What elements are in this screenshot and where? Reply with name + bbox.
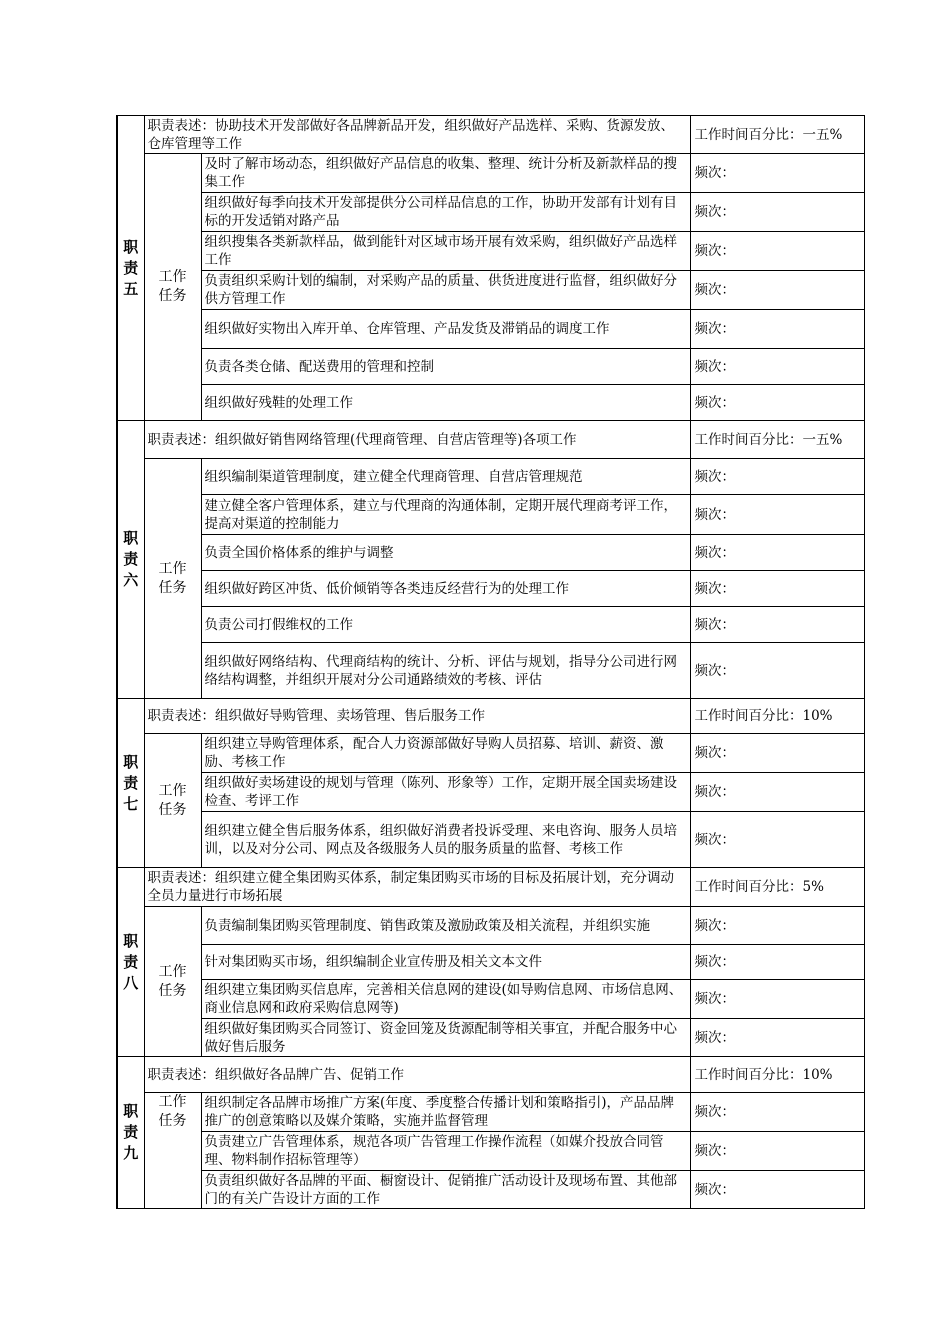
task-text: 及时了解市场动态，组织做好产品信息的收集、整理、统计分析及新款样品的搜集工作 — [201, 154, 690, 193]
duty-statement — [144, 868, 690, 907]
task-text: 负责各类仓储、配送费用的管理和控制 — [201, 349, 690, 385]
duty-statement — [144, 421, 690, 459]
task-row — [117, 495, 864, 535]
statement-text: 组织建立健全集团购买体系，制定集团购买市场的目标及拓展计划，充分调动全员力量进行市场拓展 — [147, 870, 674, 904]
frequency-cell: 频次： — [690, 271, 864, 310]
task-text: 组织做好卖场建设的规划与管理（陈列、形象等）工作，定期开展全国卖场建设检查、考评工作 — [201, 773, 690, 812]
task-text: 负责建立广告管理体系，规范各项广告管理工作操作流程（如媒介投放合同管理、物料制作招标管理等） — [201, 1132, 690, 1171]
task-row — [117, 310, 864, 349]
task-text: 组织建立导购管理体系，配合人力资源部做好导购人员招募、培训、薪资、激励、考核工作 — [201, 734, 690, 773]
statement-text: 协助技术开发部做好各品牌新品开发，组织做好产品选样、采购、货源发放、仓库管理等工作 — [147, 117, 674, 152]
task-row — [117, 571, 864, 607]
task-text: 组织制定各品牌市场推广方案(年度、季度整合传播计划和策略指引)，产品品牌推广的创意策略以及媒介策略，实施并监督管理 — [201, 1093, 690, 1132]
duty-title-text: 职 责 六 — [123, 529, 139, 589]
frequency-cell: 频次： — [690, 1132, 864, 1171]
duty-title-text: 职 责 九 — [123, 1102, 139, 1162]
work-time-percent: 工作时间百分比：10% — [690, 699, 864, 734]
task-row — [117, 459, 864, 495]
task-text: 建立健全客户管理体系，建立与代理商的沟通体制，定期开展代理商考评工作，提高对渠道的控制能力 — [201, 495, 690, 535]
task-label-text: 工作 任务 — [158, 963, 187, 999]
statement-text: 组织做好销售网络管理(代理商管理、自营店管理等)各项工作 — [215, 431, 577, 448]
task-row — [117, 643, 864, 699]
task-row — [117, 193, 864, 232]
work-time-percent: 工作时间百分比：5% — [690, 868, 864, 907]
task-row — [117, 1019, 864, 1057]
duty-statement — [144, 1057, 690, 1093]
task-row — [117, 1093, 864, 1132]
task-text: 组织搜集各类新款样品，做到能针对区域市场开展有效采购，组织做好产品选样工作 — [201, 232, 690, 271]
statement-text: 组织做好导购管理、卖场管理、售后服务工作 — [215, 708, 485, 724]
task-label — [144, 459, 201, 699]
duty-title — [117, 1057, 144, 1209]
duty-table — [116, 115, 863, 1209]
work-time-percent: 工作时间百分比：一五% — [690, 421, 864, 459]
task-text: 负责组织做好各品牌的平面、橱窗设计、促销推广活动设计及现场布置、其他部门的有关广告设计方面的工作 — [201, 1171, 690, 1209]
task-text: 组织做好集团购买合同签订、资金回笼及货源配制等相关事宜，并配合服务中心做好售后服务 — [201, 1019, 690, 1057]
frequency-cell: 频次： — [690, 232, 864, 271]
frequency-cell: 频次： — [690, 1171, 864, 1209]
task-row — [117, 271, 864, 310]
task-text: 组织建立集团购买信息库，完善相关信息网的建设(如导购信息网、市场信息网、商业信息网和政府采购信息网等) — [201, 980, 690, 1019]
task-text: 组织编制渠道管理制度，建立健全代理商管理、自营店管理规范 — [201, 459, 690, 495]
duty-title — [117, 116, 144, 421]
frequency-cell: 频次： — [690, 907, 864, 945]
statement-text: 组织做好各品牌广告、促销工作 — [215, 1066, 404, 1083]
task-row — [117, 1171, 864, 1209]
task-row — [117, 349, 864, 385]
duty-statement — [144, 699, 690, 734]
frequency-cell: 频次： — [690, 1093, 864, 1132]
duty-statement-row — [117, 1057, 864, 1093]
duty-title-text: 职 责 七 — [123, 752, 139, 813]
task-text: 负责编制集团购买管理制度、销售政策及激励政策及相关流程，并组织实施 — [201, 907, 690, 945]
task-label — [144, 734, 201, 868]
task-label-text: 工作 任务 — [158, 1094, 187, 1129]
task-row — [117, 734, 864, 773]
task-text: 负责组织采购计划的编制，对采购产品的质量、供货进度进行监督，组织做好分供方管理工作 — [201, 271, 690, 310]
task-text: 组织做好残鞋的处理工作 — [201, 385, 690, 421]
task-row — [117, 980, 864, 1019]
frequency-cell: 频次： — [690, 349, 864, 385]
frequency-cell: 频次： — [690, 607, 864, 643]
frequency-cell: 频次： — [690, 773, 864, 812]
statement-prefix: 职责表述： — [147, 1066, 215, 1083]
task-text: 组织做好网络结构、代理商结构的统计、分析、评估与规划，指导分公司进行网络结构调整，并组织开展对分公司通路绩效的考核、评估 — [201, 643, 690, 699]
statement-prefix: 职责表述： — [147, 870, 215, 886]
task-label-text: 工作 任务 — [158, 269, 187, 304]
task-row — [117, 812, 864, 868]
task-row — [117, 907, 864, 945]
task-text: 组织建立健全售后服务体系，组织做好消费者投诉受理、来电咨询、服务人员培训，以及对分公司、网点及各级服务人员的服务质量的监督、考核工作 — [201, 812, 690, 868]
duty-title-text: 职 责 五 — [123, 237, 139, 298]
task-label-text: 工作 任务 — [158, 560, 187, 596]
work-time-percent: 工作时间百分比：一五% — [690, 116, 864, 154]
duty-title — [117, 699, 144, 868]
duty-statement-row — [117, 699, 864, 734]
duty-title — [117, 868, 144, 1057]
task-text: 组织做好实物出入库开单、仓库管理、产品发货及滞销品的调度工作 — [201, 310, 690, 349]
frequency-cell: 频次： — [690, 945, 864, 980]
duty-statement-row — [117, 116, 864, 154]
task-text: 针对集团购买市场，组织编制企业宣传册及相关文本文件 — [201, 945, 690, 980]
frequency-cell: 频次： — [690, 980, 864, 1019]
frequency-cell: 频次： — [690, 193, 864, 232]
task-row — [117, 535, 864, 571]
frequency-cell: 频次： — [690, 459, 864, 495]
task-row — [117, 773, 864, 812]
statement-prefix: 职责表述： — [147, 431, 215, 448]
duty-statement-row — [117, 868, 864, 907]
duty-title-text: 职 责 八 — [123, 931, 139, 992]
task-row — [117, 154, 864, 193]
frequency-cell: 频次： — [690, 734, 864, 773]
task-label — [144, 1093, 201, 1209]
duty-title — [117, 421, 144, 699]
duty-statement-row — [117, 421, 864, 459]
frequency-cell: 频次： — [690, 571, 864, 607]
task-label — [144, 907, 201, 1057]
statement-prefix: 职责表述： — [147, 117, 215, 134]
task-row — [117, 607, 864, 643]
work-time-percent: 工作时间百分比：10% — [690, 1057, 864, 1093]
frequency-cell: 频次： — [690, 154, 864, 193]
frequency-cell: 频次： — [690, 812, 864, 868]
task-row — [117, 945, 864, 980]
frequency-cell: 频次： — [690, 385, 864, 421]
task-row — [117, 1132, 864, 1171]
frequency-cell: 频次： — [690, 535, 864, 571]
task-label — [144, 154, 201, 421]
duty-statement — [144, 116, 690, 154]
task-row — [117, 385, 864, 421]
task-text: 负责公司打假维权的工作 — [201, 607, 690, 643]
task-text: 负责全国价格体系的维护与调整 — [201, 535, 690, 571]
statement-prefix: 职责表述： — [147, 708, 215, 724]
task-text: 组织做好每季向技术开发部提供分公司样品信息的工作，协助开发部有计划有目标的开发适销对路产品 — [201, 193, 690, 232]
frequency-cell: 频次： — [690, 310, 864, 349]
frequency-cell: 频次： — [690, 643, 864, 699]
task-label-text: 工作 任务 — [158, 782, 187, 818]
frequency-cell: 频次： — [690, 495, 864, 535]
task-row — [117, 232, 864, 271]
frequency-cell: 频次： — [690, 1019, 864, 1057]
task-text: 组织做好跨区冲货、低价倾销等各类违反经营行为的处理工作 — [201, 571, 690, 607]
